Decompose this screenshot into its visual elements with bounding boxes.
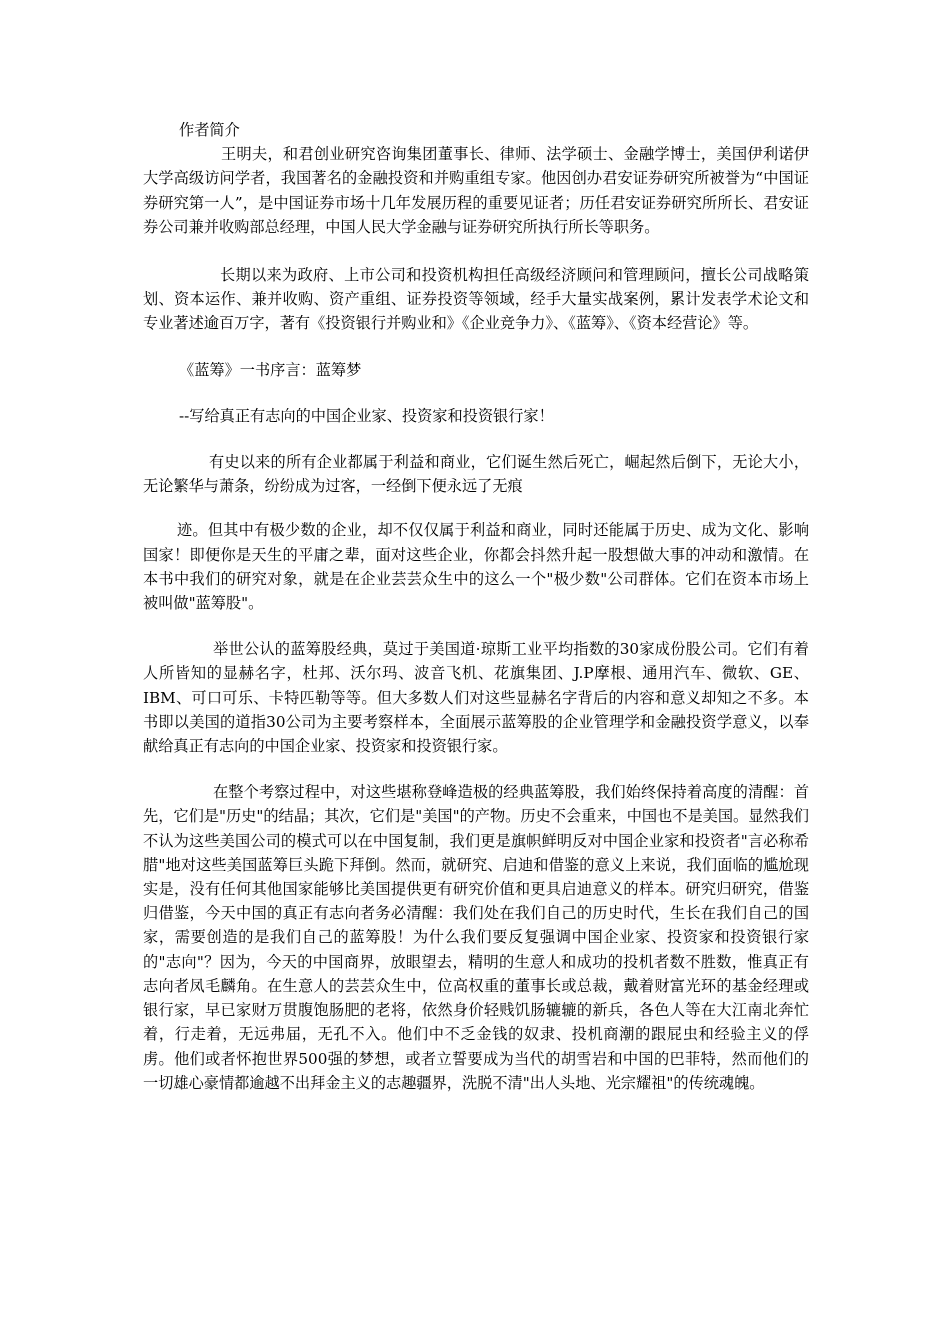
author-paragraph-1: 王明夫，和君创业研究咨询集团董事长、律师、法学硕士、金融学博士，美国伊利诺伊大学高级访问学者，我国著名的金融投资和并购重组专家。他因创办君安证券研究所被誉为“中国证券研究第一人”，是中国证券市场十几年发展历程的重要见证者；历任君安证券研究所所长、君安证券公司兼并收购部总经理，中国人民大学金融与证券研究所执行所长等职务。 [143, 145, 809, 236]
author-heading: 作者简介 [179, 121, 240, 139]
preface-paragraph-2: 迹。但其中有极少数的企业，却不仅仅属于利益和商业，同时还能属于历史、成为文化、影响国家！即便你是天生的平庸之辈，面对这些企业，你都会抖然升起一股想做大事的冲动和激情。在本书中我们的研究对象，就是在企业芸芸众生中的这么一个"极少数"公司群体。它们在资本市场上被叫做"蓝筹股"。 [143, 521, 809, 613]
preface-title: 《蓝筹》一书序言：蓝筹梦 [179, 360, 362, 379]
preface-dedication: --写给真正有志向的中国企业家、投资家和投资银行家！ [179, 406, 554, 425]
preface-paragraph-3: 举世公认的蓝筹股经典，莫过于美国道·琼斯工业平均指数的30家成份股公司。它们有着人所皆知的显赫名字，杜邦、沃尔玛、波音飞机、花旗集团、J.P摩根、通用汽车、微软、GE、IBM、可口可乐、卡特匹勒等等。但大多数人们对这些显赫名字背后的内容和意义却知之不多。本书即以美国的道指30公司为主要考察样本，全面展示蓝筹股的企业管理学和金融投资学意义，以奉献给真正有志向的中国企业家、投资家和投资银行家。 [143, 640, 809, 756]
author-paragraph-2: 长期以来为政府、上市公司和投资机构担任高级经济顾问和管理顾问，擅长公司战略策划、资本运作、兼并收购、资产重组、证券投资等领域，经手大量实战案例，累计发表学术论文和专业著述逾百万字，著有《投资银行并购业和》《企业竞争力》、《蓝筹》、《资本经营论》等。 [143, 266, 809, 333]
document-page [143, 118, 809, 1095]
preface-paragraph-4: 在整个考察过程中，对这些堪称登峰造极的经典蓝筹股，我们始终保持着高度的清醒：首先，它们是"历史"的结晶；其次，它们是"美国"的产物。历史不会重来，中国也不是美国。显然我们不认为这些美国公司的模式可以在中国复制，我们更是旗帜鲜明反对中国企业家和投资者"言必称希腊"地对这些美国蓝筹巨头跪下拜倒。然而，就研究、启迪和借鉴的意义上来说，我们面临的尴尬现实是，没有任何其他国家能够比美国提供更有研究价值和更具启迪意义的样本。研究归研究，借鉴归借鉴，今天中国的真正有志向者务必清醒：我们处在我们自己的历史时代，生长在我们自己的国家，需要创造的是我们自己的蓝筹股！为什么我们要反复强调中国企业家、投资家和投资银行家的"志向"？因为，今天的中国商界，放眼望去，精明的生意人和成功的投机者数不胜数，惟真正有志向者凤毛麟角。在生意人的芸芸众生中，位高权重的董事长或总裁，戴着财富光环的基金经理或银行家，早已家财万贯腹饱肠肥的老将，依然身价轻贱饥肠辘辘的新兵，各色人等在大江南北奔忙着，行走着，无远弗届，无孔不入。他们中不乏金钱的奴隶、投机商潮的跟屁虫和经验主义的俘虏。他们或者怀抱世界500强的梦想，或者立誓要成为当代的胡雪岩和中国的巴菲特，然而他们的一切雄心豪情都逾越不出拜金主义的志趣疆界，洗脱不清"出人头地、光宗耀祖"的传统魂魄。 [143, 783, 809, 1092]
preface-paragraph-1: 有史以来的所有企业都属于利益和商业，它们诞生然后死亡，崛起然后倒下，无论大小，无论繁华与萧条，纷纷成为过客，一经倒下便永远了无痕 [143, 453, 809, 496]
